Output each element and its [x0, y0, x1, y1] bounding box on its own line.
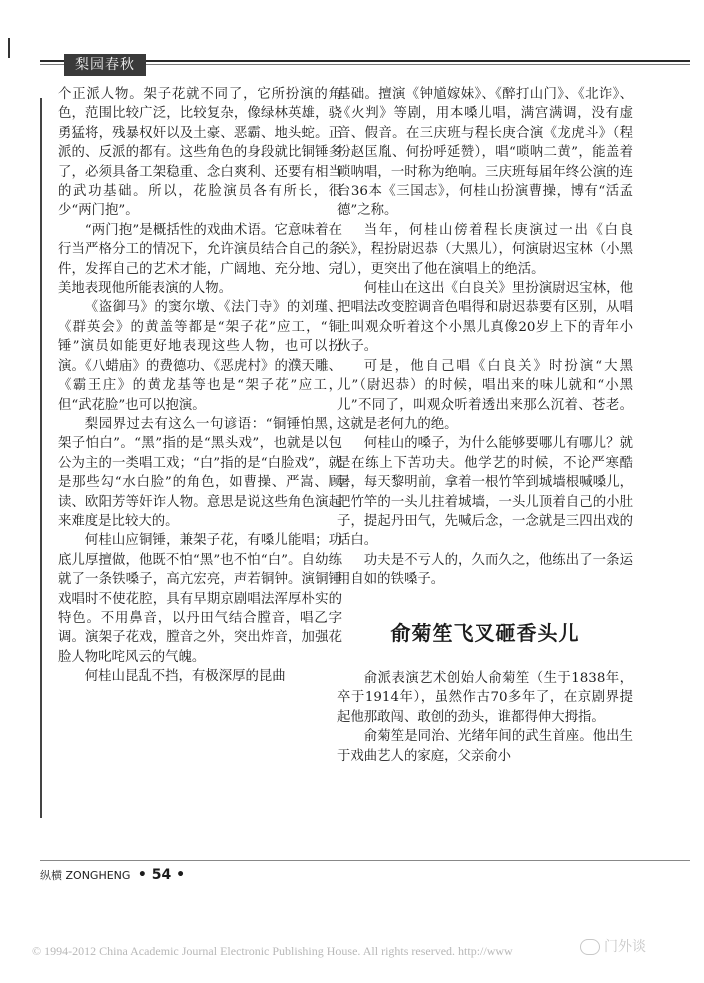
paragraph: “两门抱”是概括性的戏曲术语。它意味着在行当严格分工的情况下，允许演员结合自己的条件，发挥自己的艺术才能，广阔地、充分地、完美地表现他所能表演的人物。 — [58, 222, 342, 297]
paragraph: 何桂山的嗓子，为什么能够要哪儿有哪儿？就是在练上下苦功夫。他学艺的时候，不论严寒酷暑，每天黎明前，拿着一根竹竿到城墙根喊嗓儿，把竹竿的一头儿拄着城墙，一头儿顶着自己的小肚子，提起丹田气，先喊后念，一念就是三四出戏的话白。 — [337, 436, 633, 549]
section-tag: 梨园春秋 — [64, 54, 146, 76]
section-title: 俞菊笙飞叉砸香头儿 — [390, 620, 580, 645]
paragraph: 梨园界过去有这么一句谚语：“铜锤怕黑，架子怕白”。“黑”指的是“黑头戏”，也就是以包公为主的一类唱工戏；“白”指的是“白脸戏”，就是那些勾“水白脸”的角色，如曹操、严嵩、顾读、欧阳芳等奸诈人物。意思是说这些角色演起来难度是比较大的。 — [58, 416, 342, 529]
paragraph: 《盗御马》的窦尔墩、《法门寺》的刘瑾、《群英会》的黄盖等都是“架子花”应工，“铜锤”演员如能更好地表现这些人物，也可以扮演。《八蜡庙》的费德功、《恶虎村》的濮天雕、《霸王庄》的黄龙基等也是“架子花”应工，但“武花脸”也可以抱演。 — [58, 300, 342, 413]
paragraph: 何桂山昆乱不挡，有极深厚的昆曲 — [84, 669, 286, 685]
paragraph: 可是，他自己唱《白良关》时扮演“大黑儿”（尉迟恭）的时候，唱出来的味儿就和“小黑儿”不同了，叫观众听着透出来那么沉着、苍老。这就是老何九的绝。 — [337, 358, 633, 432]
watermark — [580, 936, 646, 956]
header-tick — [8, 38, 10, 58]
paragraph: 何桂山在这出《白良关》里扮演尉迟宝林，他把唱法改变腔调音色唱得和尉迟恭要有区别，从唱上叫观众听着这个小黑儿真像20岁上下的青年小伙子。 — [337, 281, 633, 355]
paragraph: 当年，何桂山傍着程长庚演过一出《白良关》，程扮尉迟恭（大黑儿），何演尉迟宝林（小黑儿），更突出了他在演唱上的绝活。 — [337, 222, 633, 277]
footer-rule — [40, 860, 690, 861]
copyright-notice: © 1994-2012 China Academic Journal Electronic Publishing House. All rights reserved. http://www — [32, 944, 513, 958]
paragraph: 何桂山应铜锤，兼架子花，有嗓儿能唱；功底儿厚擅做，他既不怕“黑”也不怕“白”。自幼练就了一条铁嗓子，高亢宏亮，声若铜钟。演铜锤戏唱时不使花腔，具有早期京剧唱法浑厚朴实的特色。不用鼻音，以丹田气结合膛音，唱乙字调。演架子花戏，膛音之外，突出炸音，加强花脸人物叱咤风云的气魄。 — [58, 533, 342, 665]
paragraph: 功夫是不亏人的，久而久之，他练出了一条运用自如的铁嗓子。 — [337, 552, 633, 588]
paragraph: 个正派人物。架子花就不同了，它所扮演的角色，范围比较广泛，比较复杂，像绿林英雄，骁勇猛将，残暴权奸以及土豪、恶霸、地头蛇。正派的、反派的都有。这些角色的身段就比铜锤多了，必须具备工架稳重、念白爽利、还要有相当的武功基础。所以，花脸演员各有所长，很少“两门抱”。 — [58, 87, 342, 219]
footer — [40, 867, 185, 883]
left-column — [58, 85, 342, 687]
paragraph: 俞菊笙是同治、光绪年间的武生首座。他出生于戏曲艺人的家庭，父亲俞小 — [337, 729, 633, 764]
journal-name: 纵横 ZONGHENG — [40, 869, 131, 882]
wechat-icon — [580, 939, 600, 955]
paragraph: 基础。擅演《钟馗嫁妹》、《醉打山门》、《北诈》、《火判》等剧，用本嗓儿唱，满宫满调，没有虚音、假音。在三庆班与程长庚合演《龙虎斗》（程扮赵匡胤、何扮呼延赞），唱“唢呐二黄”，能盖着唢呐唱，一时称为绝响。三庆班每届年终公演的连台36本《三国志》，何桂山扮演曹操，博有“活孟德”之称。 — [337, 87, 633, 219]
page-number: • 54 • — [137, 867, 186, 883]
left-frame-rule — [40, 98, 42, 818]
watermark-text: 门外谈 — [604, 939, 646, 955]
paragraph: 俞派表演艺术创始人俞菊笙（生于1838年，卒于1914年），虽然作古70多年了，在京剧界提起他那敢闯、敢创的劲头，谁都得伸大拇指。 — [337, 670, 633, 725]
right-column — [337, 85, 633, 766]
